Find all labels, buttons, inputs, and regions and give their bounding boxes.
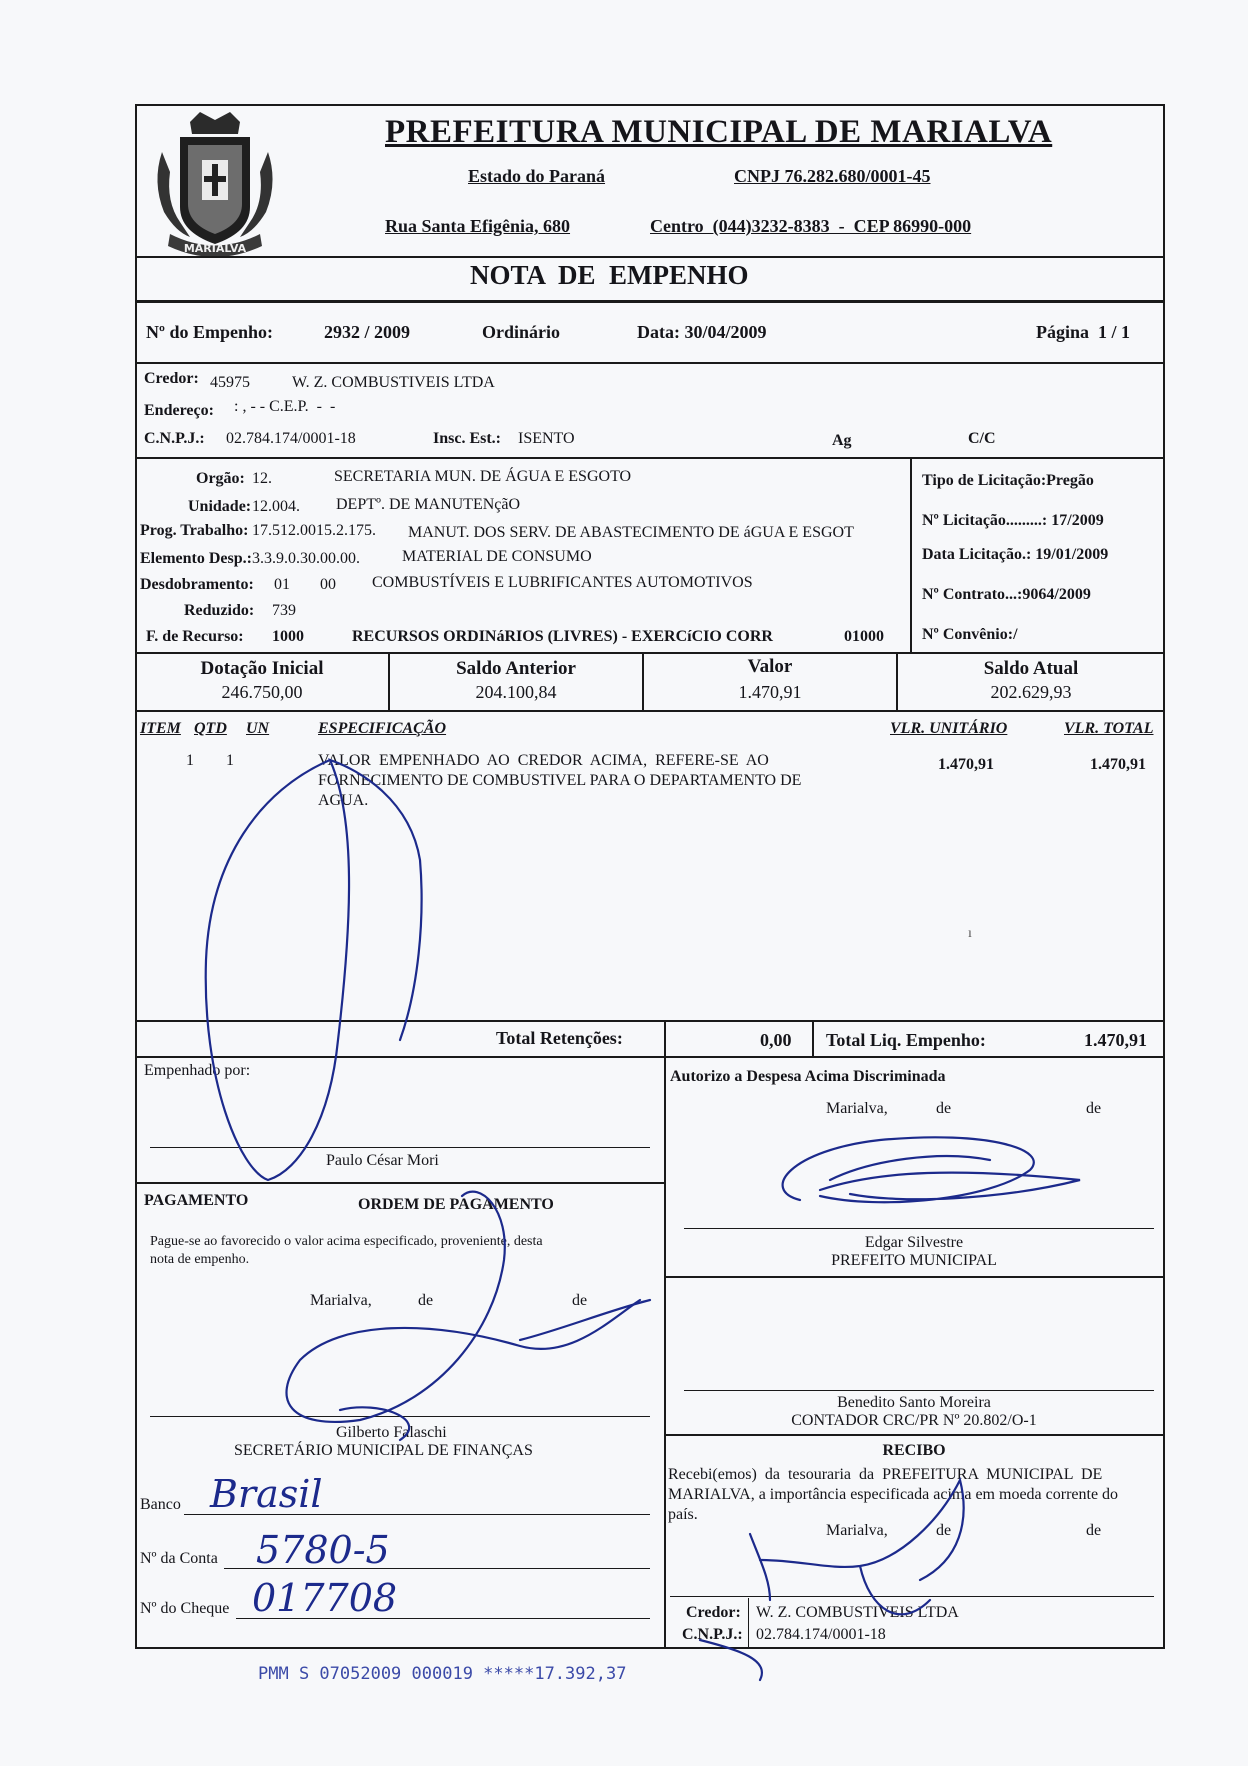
empenho-numero-label: Nº do Empenho: xyxy=(146,322,273,342)
credor-codigo: 45975 xyxy=(210,374,250,391)
secretario-cargo: SECRETÁRIO MUNICIPAL DE FINANÇAS xyxy=(234,1442,533,1459)
pagamento-label: PAGAMENTO xyxy=(144,1192,249,1209)
autorizo-marialva: Marialva, xyxy=(826,1100,888,1117)
banco-label: Banco xyxy=(140,1496,181,1513)
saldo-atual-label: Saldo Atual xyxy=(983,658,1079,679)
recibo-de-1: de xyxy=(936,1522,952,1539)
total-liquido: 1.470,91 xyxy=(1084,1030,1147,1050)
cheque-label: Nº do Cheque xyxy=(140,1600,230,1617)
recibo-de-2: de xyxy=(1086,1522,1102,1539)
ordem-pagamento-label: ORDEM DE PAGAMENTO xyxy=(358,1196,554,1213)
signature-line xyxy=(150,1416,650,1417)
endereco-prefeitura: Rua Santa Efigênia, 680 xyxy=(385,216,571,236)
unidade-label: Unidade: xyxy=(188,498,252,515)
cnpj-label: C.N.P.J.: xyxy=(144,430,205,447)
recibo-label: RECIBO xyxy=(882,1442,946,1459)
pagamento-de-2: de xyxy=(572,1292,588,1309)
total-retencoes: 0,00 xyxy=(760,1030,792,1050)
numero-convenio: Nº Convênio:/ xyxy=(922,626,1018,643)
elemento-codigo: 3.3.9.0.30.00.00. xyxy=(252,550,360,567)
divider xyxy=(135,652,1165,654)
pagamento-de-1: de xyxy=(418,1292,434,1309)
col-vlr-total: VLR. TOTAL xyxy=(1064,720,1154,737)
divider xyxy=(664,1276,1164,1278)
autorizo-label: Autorizo a Despesa Acima Discriminada xyxy=(670,1068,946,1085)
signature-line xyxy=(670,1596,1154,1597)
col-qtd: QTD xyxy=(194,720,227,737)
seal-banner-text: MARIALVA xyxy=(183,242,247,255)
total-retencoes-label: Total Retenções: xyxy=(496,1028,623,1048)
empenhado-por-nome: Paulo César Mori xyxy=(326,1152,439,1169)
empenho-numero: 2932 / 2009 xyxy=(324,322,411,342)
data-licitacao: Data Licitação.: 19/01/2009 xyxy=(922,546,1109,563)
item-vlr-unitario: 1.470,91 xyxy=(938,756,994,773)
item-qtd: 1 xyxy=(226,752,234,769)
recibo-texto-3: país. xyxy=(668,1506,698,1523)
divider xyxy=(135,1182,665,1184)
dotacao-inicial-valor: 246.750,00 xyxy=(221,682,303,702)
prog-trabalho-label: Prog. Trabalho: xyxy=(140,522,249,539)
col-vlr-unitario: VLR. UNITÁRIO xyxy=(890,720,1008,737)
reduzido-label: Reduzido: xyxy=(184,602,255,619)
tipo-licitacao: Tipo de Licitação:Pregão xyxy=(922,472,1094,489)
contato-prefeitura: Centro (044)3232-8383 - CEP 86990-000 xyxy=(650,216,972,236)
conta-valor: 5780-5 xyxy=(256,1528,390,1572)
conta-corrente-label: C/C xyxy=(968,430,996,447)
empenho-tipo: Ordinário xyxy=(482,322,561,342)
recurso-label: F. de Recurso: xyxy=(146,628,244,645)
recibo-texto-1: Recebi(emos) da tesouraria da PREFEITURA MUNICIPAL DE xyxy=(668,1466,1103,1483)
elemento-label: Elemento Desp.: xyxy=(140,550,252,567)
elemento-descricao: MATERIAL DE CONSUMO xyxy=(402,548,592,565)
empenho-pagina: Página 1 / 1 xyxy=(1036,322,1131,342)
divider xyxy=(664,1020,666,1056)
credor-insc: ISENTO xyxy=(518,430,575,447)
credor-label: Credor: xyxy=(144,370,199,387)
reduzido: 739 xyxy=(272,602,296,619)
conta-label: Nº da Conta xyxy=(140,1550,218,1567)
contador-cargo: CONTADOR CRC/PR Nº 20.802/O-1 xyxy=(791,1412,1037,1429)
recibo-credor-label: Credor: xyxy=(686,1604,741,1621)
desdobramento-b: 00 xyxy=(320,576,336,593)
rodape-autenticacao: PMM S 07052009 000019 *****17.392,37 xyxy=(258,1664,627,1684)
valor-empenho: 1.470,91 xyxy=(738,682,802,702)
saldo-atual-valor: 202.629,93 xyxy=(990,682,1072,702)
item-numero: 1 xyxy=(186,752,194,769)
recibo-credor: W. Z. COMBUSTIVEIS LTDA xyxy=(756,1604,959,1621)
unidade-codigo: 12.004. xyxy=(252,498,300,515)
cnpj-prefeitura: CNPJ 76.282.680/0001-45 xyxy=(734,166,931,186)
insc-label: Insc. Est.: xyxy=(433,430,502,447)
secretario-nome: Gilberto Falaschi xyxy=(336,1424,447,1441)
orgao-label: Orgão: xyxy=(196,470,245,487)
col-item: ITEM xyxy=(140,720,181,737)
numero-licitacao: Nº Licitação.........: 17/2009 xyxy=(922,512,1104,529)
recurso-codigo-fonte: 01000 xyxy=(844,628,884,645)
dotacao-inicial-label: Dotação Inicial xyxy=(200,658,324,679)
numero-contrato: Nº Contrato...:9064/2009 xyxy=(922,586,1091,603)
autorizo-de-1: de xyxy=(936,1100,952,1117)
saldo-anterior-valor: 204.100,84 xyxy=(475,682,557,702)
endereco-label: Endereço: xyxy=(144,402,214,419)
signature-line xyxy=(684,1228,1154,1229)
credor-nome: W. Z. COMBUSTIVEIS LTDA xyxy=(292,374,495,391)
recibo-marialva: Marialva, xyxy=(826,1522,888,1539)
recibo-texto-2: MARIALVA, a importância especificada acima em moeda corrente do xyxy=(668,1486,1119,1503)
divider xyxy=(135,256,1165,258)
col-un: UN xyxy=(246,720,270,737)
prefeito-cargo: PREFEITO MUNICIPAL xyxy=(831,1252,997,1269)
credor-cnpj: 02.784.174/0001-18 xyxy=(226,430,356,447)
signature-line xyxy=(150,1147,650,1148)
prefeito-nome: Edgar Silvestre xyxy=(864,1234,964,1251)
divider xyxy=(664,1434,1164,1436)
col-especificacao: ESPECIFICAÇÃO xyxy=(318,720,447,737)
orgao-codigo: 12. xyxy=(252,470,272,487)
banco-valor: Brasil xyxy=(210,1472,323,1516)
item-especificacao-1: VALOR EMPENHADO AO CREDOR ACIMA, REFERE-SE AO xyxy=(318,752,769,769)
empenhado-por-label: Empenhado por: xyxy=(144,1062,251,1079)
empenho-data: Data: 30/04/2009 xyxy=(637,322,767,342)
agencia-label: Ag xyxy=(832,432,852,449)
pagamento-marialva: Marialva, xyxy=(310,1292,372,1309)
recibo-cnpj-label: C.N.P.J.: xyxy=(682,1626,743,1643)
divider xyxy=(664,1056,666,1649)
desdobramento-label: Desdobramento: xyxy=(140,576,254,593)
recibo-cnpj: 02.784.174/0001-18 xyxy=(756,1626,886,1643)
divider xyxy=(135,1056,1165,1058)
credor-endereco: : , - - C.E.P. - - xyxy=(234,398,336,415)
page-title: PREFEITURA MUNICIPAL DE MARIALVA xyxy=(385,114,1053,150)
stray-mark: ı xyxy=(968,926,972,941)
autorizo-de-2: de xyxy=(1086,1100,1102,1117)
prog-trabalho-descricao: MANUT. DOS SERV. DE ABASTECIMENTO DE áGUA E ESGOT xyxy=(408,524,854,541)
contador-nome: Benedito Santo Moreira xyxy=(837,1394,991,1411)
valor-label: Valor xyxy=(747,656,793,677)
orgao-descricao: SECRETARIA MUN. DE ÁGUA E ESGOTO xyxy=(334,468,632,485)
item-especificacao-3: AGUA. xyxy=(318,792,369,809)
desdobramento-descricao: COMBUSTÍVEIS E LUBRIFICANTES AUTOMOTIVOS xyxy=(372,574,753,591)
item-vlr-total: 1.470,91 xyxy=(1090,756,1146,773)
cheque-valor: 017708 xyxy=(252,1576,398,1620)
pague-se-texto-2: nota de empenho. xyxy=(150,1252,250,1267)
municipal-seal xyxy=(150,112,280,262)
total-liquido-label: Total Liq. Empenho: xyxy=(826,1030,986,1050)
signature-line xyxy=(684,1390,1154,1391)
document-title: NOTA DE EMPENHO xyxy=(470,260,749,290)
estado: Estado do Paraná xyxy=(468,166,606,186)
divider xyxy=(135,300,1165,303)
recurso-descricao: RECURSOS ORDINáRIOS (LIVRES) - EXERCíCIO CORR xyxy=(352,628,773,645)
pague-se-texto-1: Pague-se ao favorecido o valor acima especificado, proveniente, desta xyxy=(150,1234,543,1249)
recurso-codigo: 1000 xyxy=(272,628,304,645)
desdobramento-a: 01 xyxy=(274,576,290,593)
divider xyxy=(135,457,1165,459)
divider xyxy=(135,710,1165,712)
item-especificacao-2: FORNECIMENTO DE COMBUSTIVEL PARA O DEPARTAMENTO DE xyxy=(318,772,802,789)
divider xyxy=(910,457,912,652)
divider xyxy=(135,362,1165,364)
divider xyxy=(135,1020,1165,1022)
prog-trabalho-codigo: 17.512.0015.2.175. xyxy=(252,522,376,539)
divider xyxy=(812,1020,814,1056)
saldo-anterior-label: Saldo Anterior xyxy=(456,658,576,679)
unidade-descricao: DEPTº. DE MANUTENçãO xyxy=(336,496,521,513)
divider xyxy=(748,1598,749,1649)
